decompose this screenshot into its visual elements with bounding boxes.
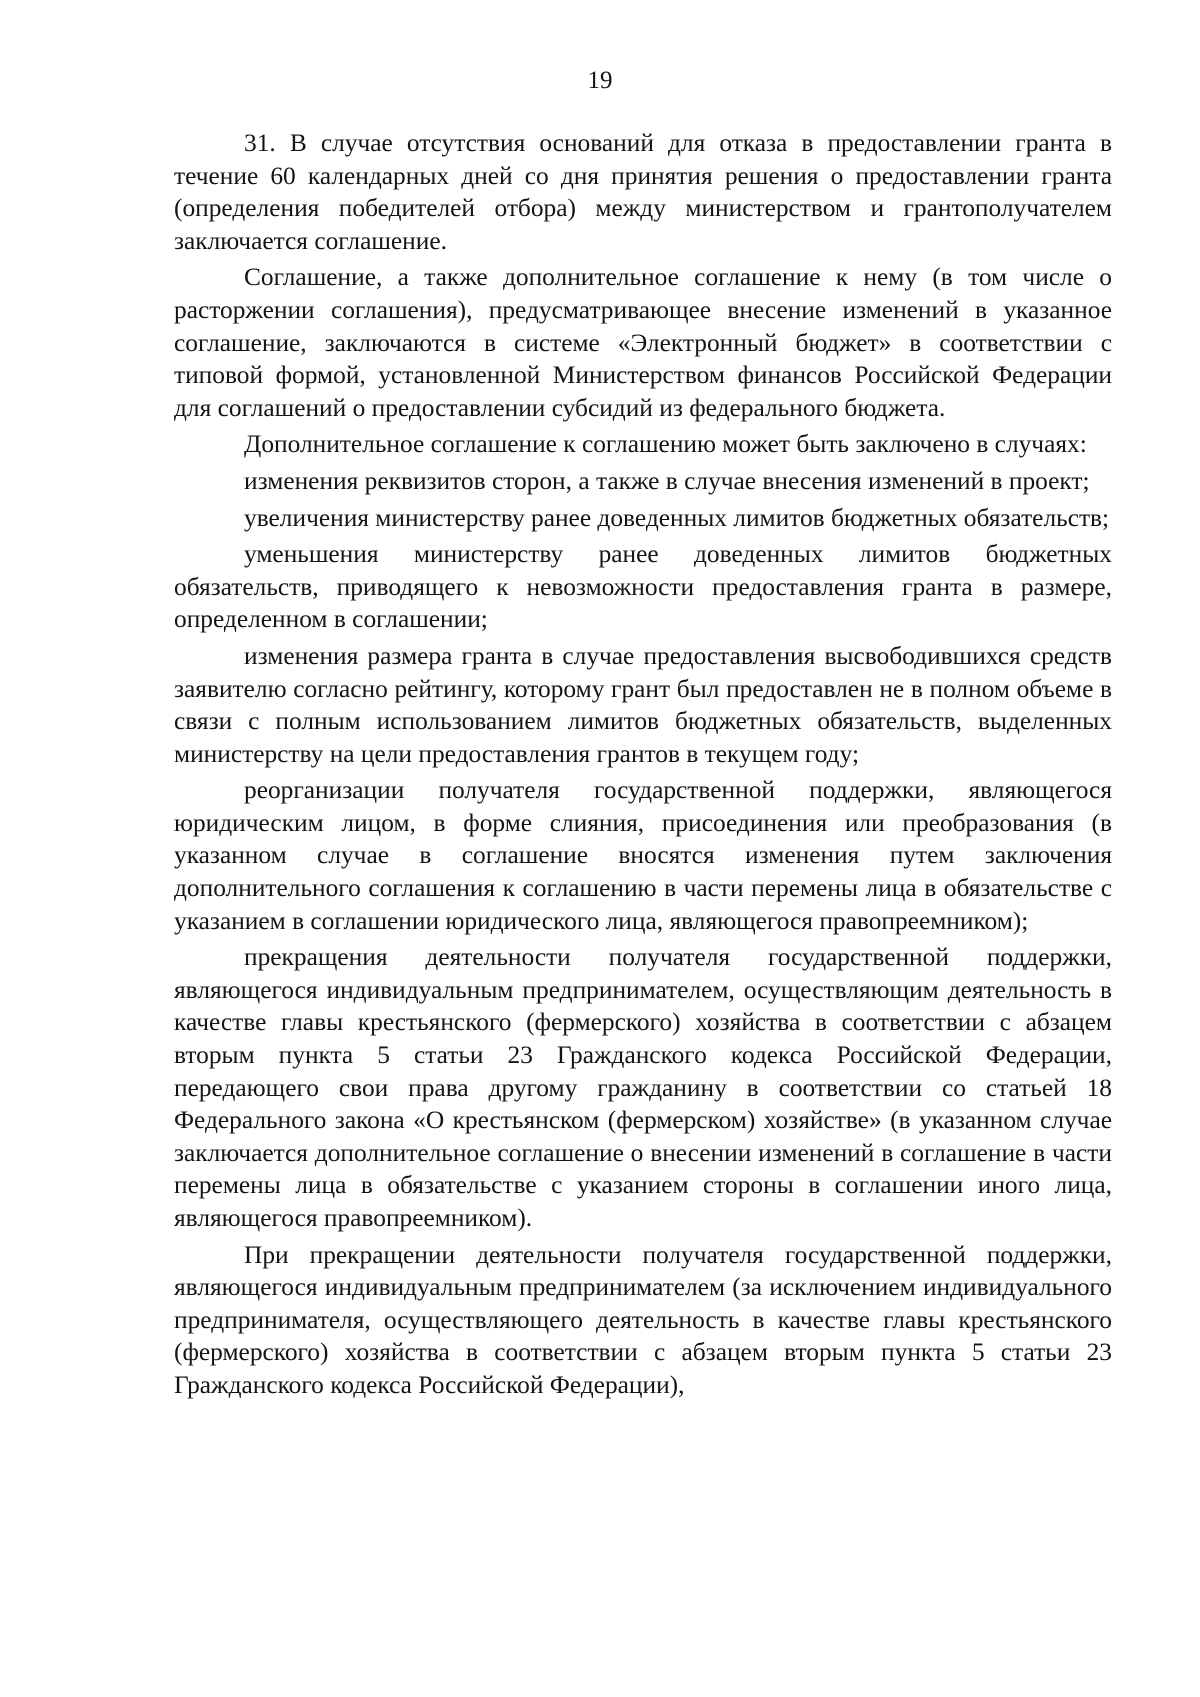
list-item-limits-decrease: уменьшения министерству ранее доведенных лимитов бюджетных обязательств, приводящего к невозможности предоставления гранта в размере, определенном в соглашении; bbox=[174, 540, 1112, 634]
list-item-limits-increase: увеличения министерству ранее доведенных лимитов бюджетных обязательств; bbox=[244, 503, 1110, 532]
list-item-requisites-change: изменения реквизитов сторон, а также в случае внесения изменений в проект; bbox=[244, 466, 1090, 495]
paragraph-electronic-budget: Соглашение, а также дополнительное соглашение к нему (в том числе о расторжении соглашения), предусматривающее внесение изменений в указанное соглашение, заключаются в системе «Электронный бюджет» в соответствии с типовой формой, установленной Министерством финансов Российской Федерации для соглашений о предоставлении субсидий из федерального бюджета. bbox=[174, 263, 1112, 422]
paragraph-31-agreement-conclusion: 31. В случае отсутствия оснований для отказа в предоставлении гранта в течение 60 календарных дней со дня принятия решения о предоставлении гранта (определения победителей отбора) между министерством и грантополучателем заключается соглашение. bbox=[174, 129, 1112, 255]
page-number: 19 bbox=[587, 67, 613, 94]
paragraph-termination-exception: При прекращении деятельности получателя государственной поддержки, являющегося индивидуальным предпринимателем (за исключением индивидуального предпринимателя, осуществляющего деятельность в качестве главы крестьянского (фермерского) хозяйства в соответствии с абзацем вторым пункта 5 статьи 23 Гражданского кодекса Российской Федерации), bbox=[174, 1240, 1112, 1399]
list-item-grant-size-change: изменения размера гранта в случае предоставления высвободившихся средств заявителю согласно рейтингу, которому грант был предоставлен не в полном объеме в связи с полным использованием лимитов бюджетных обязательств, выделенных министерству на цели предоставления грантов в текущем году; bbox=[174, 641, 1112, 768]
list-item-activity-termination: прекращения деятельности получателя государственной поддержки, являющегося индивидуальным предпринимателем, осуществляющим деятельность в качестве главы крестьянского (фермерского) хозяйства в соответствии с абзацем вторым пункта 5 статьи 23 Гражданского кодекса Российской Федерации, передающего свои права другому гражданину в соответствии со статьей 18 Федерального закона «О крестьянском (фермерском) хозяйстве» (в указанном случае заключается дополнительное соглашение о внесении изменений в соглашение в части перемены лица в обязательстве с указанием стороны в соглашении иного лица, являющегося правопреемником). bbox=[174, 943, 1112, 1232]
paragraph-additional-agreement-cases: Дополнительное соглашение к соглашению может быть заключено в случаях: bbox=[244, 430, 1087, 459]
document-body bbox=[174, 127, 1112, 1402]
list-item-reorganization: реорганизации получателя государственной поддержки, являющегося юридическим лицом, в форме слияния, присоединения или преобразования (в указанном случае в соглашение вносятся изменения путем заключения дополнительного соглашения к соглашению в части перемены лица в обязательстве с указанием в соглашении юридического лица, являющегося правопреемником); bbox=[174, 776, 1112, 935]
